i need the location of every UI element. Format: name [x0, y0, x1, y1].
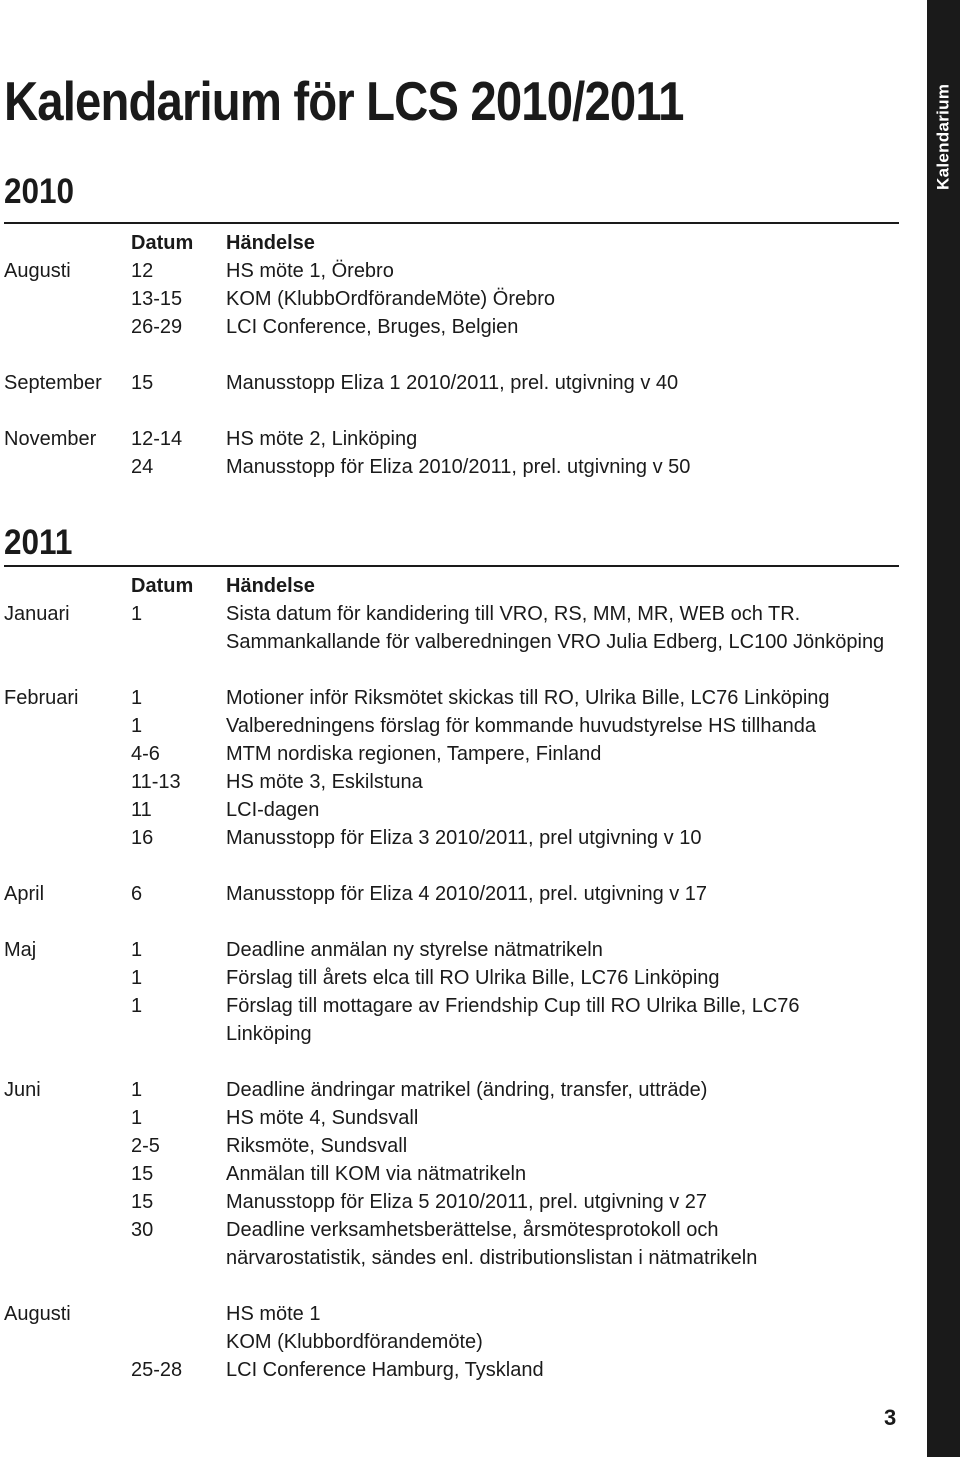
row-event: Förslag till mottagare av Friendship Cup till RO Ulrika Bille, LC76 Linköping — [226, 995, 800, 1045]
row-event: LCI-dagen — [226, 799, 320, 821]
table-row — [4, 1188, 899, 1216]
table-row — [4, 369, 899, 397]
row-date: 1 — [131, 967, 143, 989]
row-date: 11-13 — [131, 771, 181, 793]
row-month — [4, 628, 131, 656]
row-date: 15 — [131, 1191, 154, 1213]
row-month — [4, 964, 131, 992]
table-row — [4, 313, 899, 341]
row-date — [131, 1300, 226, 1328]
table-header — [4, 229, 899, 257]
table-row — [4, 880, 899, 908]
table-row — [4, 992, 899, 1048]
table-row — [4, 425, 899, 453]
row-spacer — [4, 397, 899, 425]
calendar-table-2010 — [4, 229, 899, 481]
row-event: Deadline anmälan ny styrelse nätmatrikeln — [226, 939, 603, 961]
row-event: Manusstopp för Eliza 4 2010/2011, prel. utgivning v 17 — [226, 883, 708, 905]
row-date: 12 — [131, 260, 154, 282]
year-heading-2011: 2011 — [4, 523, 73, 562]
row-date: 26-29 — [131, 316, 183, 338]
page-number: 3 — [884, 1405, 897, 1430]
header-handelse: Händelse — [226, 575, 315, 597]
row-month — [4, 1356, 131, 1384]
table-row — [4, 936, 899, 964]
row-event: Motioner inför Riksmötet skickas till RO, Ulrika Bille, LC76 Linköping — [226, 687, 830, 709]
row-date: 11 — [131, 799, 152, 821]
row-month — [4, 1160, 131, 1188]
table-row — [4, 1104, 899, 1132]
row-date — [131, 628, 226, 656]
page-title: Kalendarium för LCS 2010/2011 — [4, 70, 684, 132]
row-event: KOM (Klubbordförandemöte) — [226, 1331, 483, 1353]
header-month — [4, 229, 131, 257]
row-month: April — [4, 883, 45, 905]
row-event: HS möte 4, Sundsvall — [226, 1107, 419, 1129]
row-month: Maj — [4, 939, 37, 961]
header-datum: Datum — [131, 575, 194, 597]
row-month — [4, 1328, 131, 1356]
row-month — [4, 1216, 131, 1272]
table-row — [4, 257, 899, 285]
row-date: 24 — [131, 456, 154, 478]
row-event: HS möte 3, Eskilstuna — [226, 771, 423, 793]
table-rows — [4, 257, 899, 481]
row-spacer — [4, 852, 899, 880]
row-date: 6 — [131, 883, 143, 905]
row-event: HS möte 1, Örebro — [226, 260, 394, 282]
row-event: Anmälan till KOM via nätmatrikeln — [226, 1163, 527, 1185]
row-spacer — [4, 341, 899, 369]
table-row — [4, 1328, 899, 1356]
table-row — [4, 285, 899, 313]
row-event: Riksmöte, Sundsvall — [226, 1135, 408, 1157]
row-month — [4, 285, 131, 313]
row-month — [4, 740, 131, 768]
row-month: Augusti — [4, 260, 71, 282]
year-heading-2010: 2010 — [4, 172, 75, 211]
row-month — [4, 1188, 131, 1216]
row-date: 1 — [131, 715, 143, 737]
table-row — [4, 684, 899, 712]
table-header — [4, 572, 899, 600]
table-rows — [4, 600, 899, 1384]
row-date: 1 — [131, 1107, 143, 1129]
row-month: Januari — [4, 603, 70, 625]
row-month — [4, 313, 131, 341]
row-month: Augusti — [4, 1303, 71, 1325]
row-date: 12-14 — [131, 428, 183, 450]
row-spacer — [4, 908, 899, 936]
row-spacer — [4, 1048, 899, 1076]
side-tab — [927, 0, 960, 1457]
row-month: Februari — [4, 687, 79, 709]
table-row — [4, 964, 899, 992]
table-row — [4, 453, 899, 481]
row-event: HS möte 1 — [226, 1303, 321, 1325]
row-event: Förslag till årets elca till RO Ulrika Bille, LC76 Linköping — [226, 967, 720, 989]
row-month — [4, 1132, 131, 1160]
row-event: Sammankallande för valberedningen VRO Julia Edberg, LC100 Jönköping — [226, 631, 885, 653]
row-event: Valberedningens förslag för kommande huvudstyrelse HS tillhanda — [226, 715, 816, 737]
header-month — [4, 572, 131, 600]
row-month: November — [4, 428, 97, 450]
table-row — [4, 1076, 899, 1104]
row-date: 1 — [131, 1079, 143, 1101]
row-spacer — [4, 1272, 899, 1300]
table-row — [4, 1132, 899, 1160]
row-event: Manusstopp för Eliza 2010/2011, prel. utgivning v 50 — [226, 456, 691, 478]
row-date: 1 — [131, 995, 143, 1017]
row-date: 2-5 — [131, 1135, 160, 1157]
row-date: 13-15 — [131, 288, 183, 310]
row-date: 1 — [131, 939, 143, 961]
row-date: 1 — [131, 687, 143, 709]
table-row — [4, 1160, 899, 1188]
row-month — [4, 453, 131, 481]
row-month: Juni — [4, 1079, 41, 1101]
row-event: Sista datum för kandidering till VRO, RS, MM, MR, WEB och TR. — [226, 603, 801, 625]
table-row — [4, 824, 899, 852]
row-event: KOM (KlubbOrdförandeMöte) Örebro — [226, 288, 556, 310]
row-month — [4, 712, 131, 740]
row-event: Deadline verksamhetsberättelse, årsmötesprotokoll och närvarostatistik, sändes enl. distributionslistan i nätmatrikeln — [226, 1219, 758, 1269]
table-row — [4, 768, 899, 796]
row-event: LCI Conference, Bruges, Belgien — [226, 316, 519, 338]
row-month — [4, 1104, 131, 1132]
table-row — [4, 740, 899, 768]
row-month — [4, 768, 131, 796]
section-divider-2010 — [4, 222, 899, 224]
row-event: Deadline ändringar matrikel (ändring, transfer, utträde) — [226, 1079, 708, 1101]
row-event: MTM nordiska regionen, Tampere, Finland — [226, 743, 602, 765]
row-event: LCI Conference Hamburg, Tyskland — [226, 1359, 544, 1381]
table-row — [4, 628, 899, 656]
table-row — [4, 600, 899, 628]
row-event: Manusstopp Eliza 1 2010/2011, prel. utgivning v 40 — [226, 372, 679, 394]
row-date: 4-6 — [131, 743, 160, 765]
table-row — [4, 712, 899, 740]
table-row — [4, 796, 899, 824]
row-event: Manusstopp för Eliza 3 2010/2011, prel utgivning v 10 — [226, 827, 702, 849]
row-date — [131, 1328, 226, 1356]
row-date: 30 — [131, 1219, 154, 1241]
table-row — [4, 1300, 899, 1328]
table-row — [4, 1216, 899, 1272]
row-spacer — [4, 656, 899, 684]
row-date: 15 — [131, 372, 154, 394]
table-row — [4, 1356, 899, 1384]
row-month — [4, 992, 131, 1048]
row-month — [4, 796, 131, 824]
header-handelse: Händelse — [226, 232, 315, 254]
row-date: 1 — [131, 603, 143, 625]
header-datum: Datum — [131, 232, 194, 254]
row-date: 16 — [131, 827, 154, 849]
row-event: Manusstopp för Eliza 5 2010/2011, prel. utgivning v 27 — [226, 1191, 708, 1213]
row-month: September — [4, 372, 102, 394]
calendar-table-2011 — [4, 572, 899, 1384]
row-event: HS möte 2, Linköping — [226, 428, 418, 450]
section-divider-2011 — [4, 565, 899, 567]
row-date: 25-28 — [131, 1359, 183, 1381]
row-date: 15 — [131, 1163, 154, 1185]
side-tab-label: Kalendarium — [933, 83, 953, 190]
row-month — [4, 824, 131, 852]
